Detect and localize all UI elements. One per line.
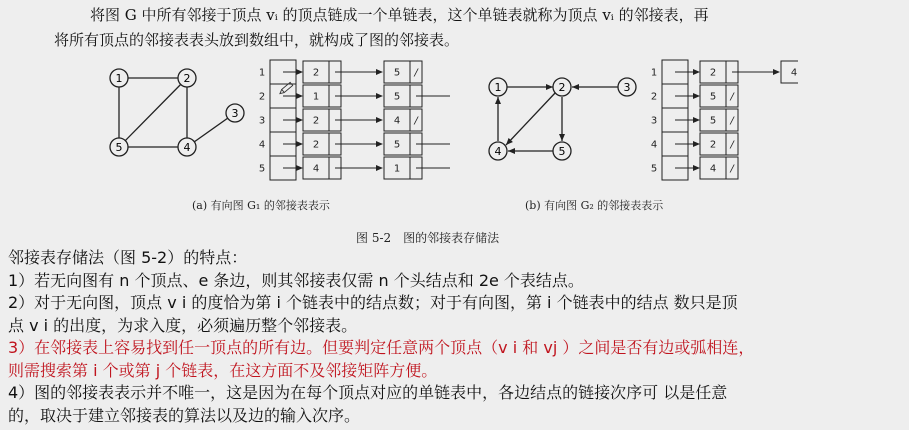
null-pointer: / — [414, 67, 418, 79]
intro-paragraph — [0, 3, 909, 53]
null-pointer: / — [730, 163, 734, 175]
node-value: 5 — [393, 139, 401, 151]
vertex-index: 5 — [258, 163, 266, 175]
intro-line-1: 将图 G 中所有邻接于顶点 vᵢ 的顶点链成一个单链表，这个单链表就称为顶点 vᵢ 的邻接表，再 — [90, 6, 709, 24]
arrow-head — [693, 165, 700, 171]
null-pointer: / — [730, 115, 734, 127]
arc — [506, 92, 556, 145]
vertex-index: 1 — [650, 67, 658, 79]
figure-a — [100, 58, 450, 188]
node — [553, 142, 571, 160]
arrow-head — [296, 117, 303, 123]
svg-text:1: 1 — [494, 81, 502, 94]
node-value: 5 — [709, 115, 717, 127]
node-value: 2 — [709, 139, 717, 151]
arrow-head — [693, 69, 700, 75]
arrow-head — [693, 117, 700, 123]
node-value: 1 — [312, 91, 320, 103]
null-pointer: / — [414, 115, 418, 127]
node — [178, 69, 196, 87]
vertex-index: 4 — [650, 139, 658, 151]
node-value: 4 — [393, 115, 401, 127]
arrow-head — [693, 141, 700, 147]
svg-text:5: 5 — [558, 145, 566, 158]
null-pointer: / — [730, 91, 734, 103]
note-item-3-line-1: 3）在邻接表上容易找到任一顶点的所有边。但要判定任意两个顶点（v i 和 vj ）之间是否有边或弧相连， — [8, 338, 755, 357]
svg-text:2: 2 — [558, 81, 566, 94]
intro-line-2: 将所有顶点的邻接表表头放到数组中，就构成了图的邻接表。 — [54, 31, 460, 49]
arrow-head — [296, 141, 303, 147]
arrow-head — [376, 165, 383, 171]
svg-text:3: 3 — [623, 81, 631, 94]
arrow-head — [376, 141, 383, 147]
note-item-2-line-2: 点 v i 的出度，为求入度，必须遍历整个邻接表。 — [8, 315, 358, 335]
arrow-head — [296, 69, 303, 75]
arrow-head — [376, 93, 383, 99]
note-item-4-line-1: 4）图的邻接表表示并不唯一，这是因为在每个顶点对应的单链表中，各边结点的链接次序可 以是任意 — [8, 383, 728, 402]
arrow-head — [296, 165, 303, 171]
node-value: 1 — [393, 163, 401, 175]
graph-g1 — [119, 78, 235, 147]
svg-text:5: 5 — [115, 141, 123, 154]
caption-a: (a) 有向图 G₁ 的邻接表表示 — [192, 199, 330, 212]
note-item-3-line-2: 则需搜索第 i 个或第 j 个链表，在这方面不及邻接矩阵方便。 — [8, 360, 438, 380]
svg-text:2: 2 — [183, 72, 191, 85]
adjacency-list-g2 — [651, 60, 798, 180]
vertex-index: 2 — [650, 91, 658, 103]
note-item-2-line-1: 2）对于无向图，顶点 v i 的度恰为第 i 个链表中的结点数；对于有向图，第 i 个链表中的结点 数只是顶 — [8, 293, 738, 312]
node — [553, 78, 571, 96]
svg-text:4: 4 — [183, 141, 191, 154]
adjacency-list-g1 — [259, 60, 450, 180]
vertex-index: 2 — [258, 91, 266, 103]
null-pointer: / — [730, 139, 734, 151]
node-value: 2 — [709, 67, 717, 79]
vertex-index: 4 — [258, 139, 266, 151]
svg-text:3: 3 — [231, 107, 239, 120]
node — [489, 78, 507, 96]
arrow-head — [376, 117, 383, 123]
node-value: 2 — [312, 139, 320, 151]
node-value: 4 — [709, 163, 717, 175]
node-value: 5 — [709, 91, 717, 103]
arrow-head — [376, 69, 383, 75]
note-item-4-line-2: 的，取决于建立邻接表的算法以及边的输入次序。 — [8, 405, 361, 425]
svg-text:4: 4 — [494, 145, 502, 158]
note-item-1: 1）若无向图有 n 个顶点、e 条边，则其邻接表仅需 n 个头结点和 2e 个表结点。 — [8, 270, 584, 290]
node-value: 4 — [312, 163, 320, 175]
node-value: 5 — [393, 91, 401, 103]
arrow-head — [693, 93, 700, 99]
node-value: 2 — [312, 115, 320, 127]
vertex-index: 3 — [650, 115, 658, 127]
vertex-index: 5 — [650, 163, 658, 175]
node — [110, 69, 128, 87]
node — [489, 142, 507, 160]
figure-title: 图 5-2 图的邻接表存储法 — [356, 231, 500, 245]
svg-text:1: 1 — [115, 72, 123, 85]
graph-g2 — [498, 87, 618, 151]
node — [178, 138, 196, 156]
graph-g1-nodes — [110, 69, 244, 156]
figure-b — [478, 58, 798, 188]
notes-heading: 邻接表存储法（图 5-2）的特点： — [8, 248, 248, 267]
node — [110, 138, 128, 156]
caption-b: (b) 有向图 G₂ 的邻接表表示 — [525, 199, 664, 212]
notes — [8, 247, 908, 427]
node — [618, 78, 636, 96]
vertex-index: 1 — [258, 67, 266, 79]
node-value: 4 — [790, 67, 798, 79]
arrow-head — [296, 93, 303, 99]
arrow-head — [773, 69, 780, 75]
node — [226, 104, 244, 122]
edge — [119, 78, 187, 147]
node-value: 5 — [393, 67, 401, 79]
node-value: 2 — [312, 67, 320, 79]
vertex-index: 3 — [258, 115, 266, 127]
